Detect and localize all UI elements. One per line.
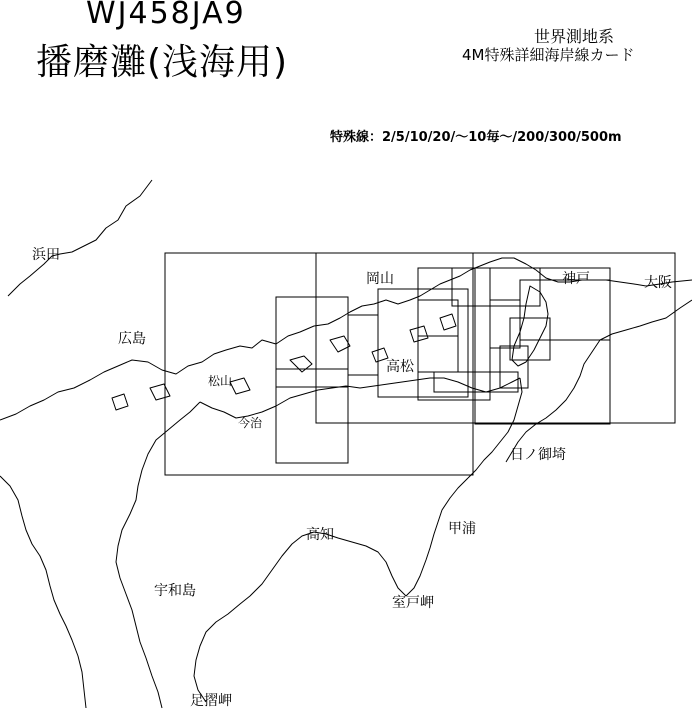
place-matsuyama: 松山 — [208, 374, 233, 388]
sheet-index-e — [348, 315, 378, 375]
sheet-index-m — [500, 346, 528, 388]
sheet-index-c — [276, 297, 348, 463]
sheet-index-g — [418, 268, 490, 400]
place-kochi: 高知 — [306, 527, 334, 543]
sheet-index-k — [475, 268, 610, 424]
kyushu-coast — [0, 476, 86, 708]
chart-name: 播磨灘(浅海用) — [36, 42, 289, 83]
geodetic-datum: 世界測地系 — [534, 27, 615, 46]
chart-code: WJ458JA9 — [86, 0, 246, 31]
place-hiroshima: 広島 — [118, 331, 146, 347]
shikoku-south-coast — [194, 478, 468, 702]
contour-legend: 特殊線：2/5/10/20/～10毎～/200/300/500m — [330, 130, 622, 145]
place-muroto: 室戸岬 — [392, 595, 434, 611]
shikoku-north-coast — [200, 378, 520, 418]
sheet-index-d — [276, 369, 348, 387]
place-uwajima: 宇和島 — [154, 583, 196, 599]
place-kannoura: 甲浦 — [448, 521, 476, 537]
honshu-northwest-coast — [8, 180, 152, 296]
kii-peninsula-coast — [506, 300, 692, 462]
place-osaka: 大阪 — [644, 275, 672, 291]
sheet-index-n — [490, 300, 520, 348]
place-okayama: 岡山 — [366, 271, 394, 287]
sheet-index-a — [165, 253, 473, 475]
sheet-index-p — [520, 280, 610, 340]
sheet-index-l — [510, 318, 550, 360]
place-imabari: 今治 — [238, 416, 263, 430]
product-name: 4M特殊詳細海岸線カード — [462, 46, 635, 64]
place-takamatsu: 高松 — [386, 359, 414, 375]
place-ashizuri: 足摺岬 — [190, 693, 232, 709]
place-kobe: 神戸 — [562, 271, 590, 287]
awaji-island — [512, 286, 548, 366]
place-hamada: 浜田 — [32, 247, 60, 263]
shikoku-west-coast — [116, 402, 200, 708]
sheet-index-i — [418, 336, 458, 372]
place-hinomisaki: 日ノ御埼 — [510, 447, 566, 463]
